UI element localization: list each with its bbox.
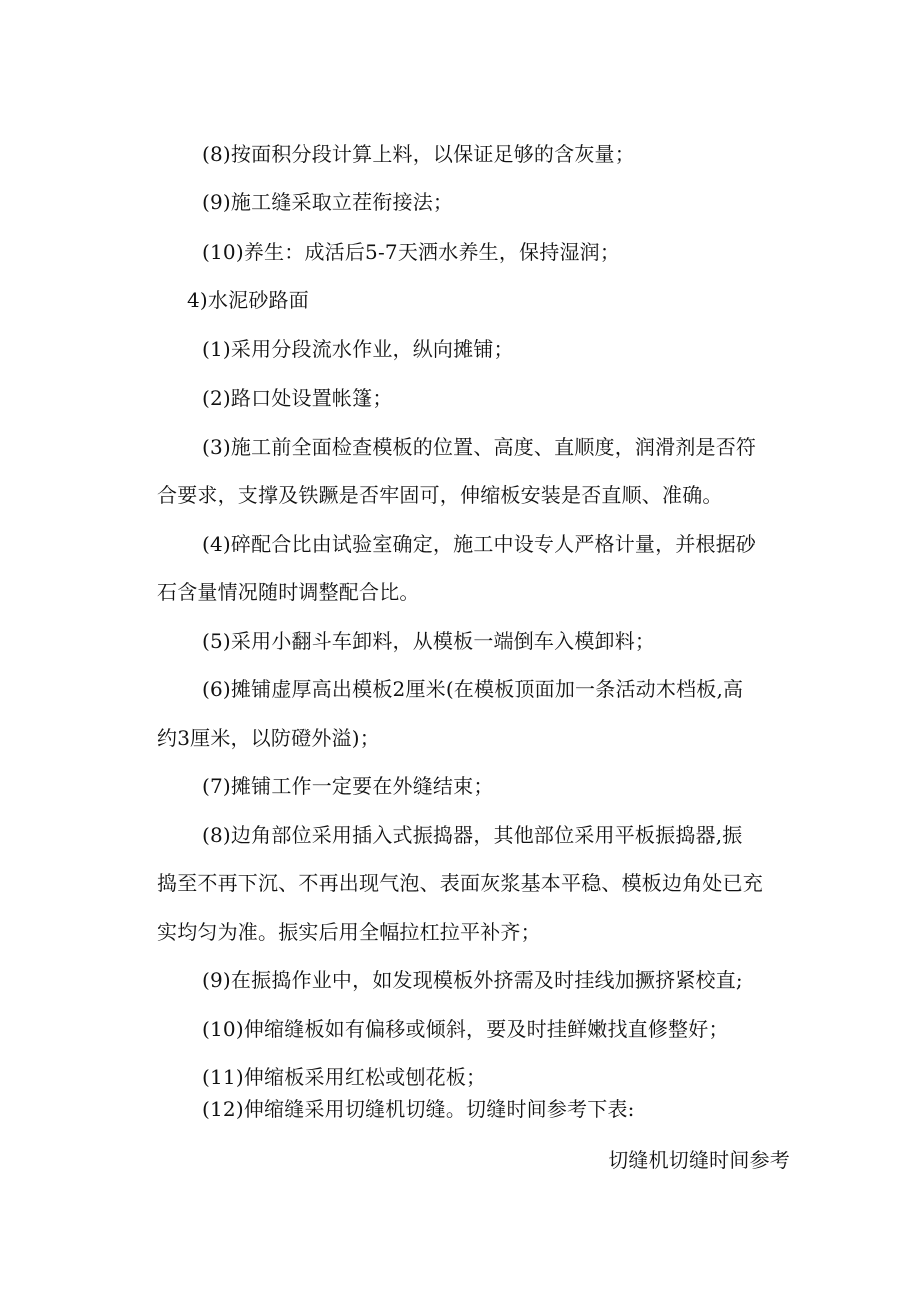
paragraph-item-8: (8)按面积分段计算上料，以保证足够的含灰量；	[202, 142, 635, 166]
table-caption: 切缝机切缝时间参考	[608, 1148, 790, 1172]
paragraph-item-2: (2)路口处设置帐篷；	[202, 386, 393, 410]
paragraph-item-5: (5)采用小翻斗车卸料，从模板一端倒车入模卸料；	[202, 629, 656, 653]
paragraph-item-1: (1)采用分段流水作业，纵向摊铺；	[202, 337, 514, 361]
paragraph-item-4: (4)碎配合比由试验室确定，施工中设专人严格计量，并根据砂	[202, 532, 757, 556]
paragraph-item-12: (12)伸缩缝采用切缝机切缝。切缝时间参考下表:	[202, 1097, 635, 1121]
paragraph-item-7: (7)摊铺工作一定要在外缝结束；	[202, 774, 494, 798]
paragraph-item-3: (3)施工前全面检查模板的位置、高度、直顺度，润滑剂是否符	[202, 435, 757, 459]
paragraph-item-10: (10)养生：成活后5-7天洒水养生，保持湿润；	[202, 240, 621, 264]
paragraph-item-10b: (10)伸缩缝板如有偏移或倾斜，要及时挂鲜嫩找直修整好；	[202, 1017, 729, 1041]
paragraph-item-11: (11)伸缩板采用红松或刨花板；	[202, 1065, 487, 1089]
paragraph-item-4-cont: 石含量情况随时调整配合比。	[157, 580, 420, 604]
paragraph-item-8b-cont-1: 捣至不再下沉、不再出现气泡、表面灰浆基本平稳、模板边角处已充	[157, 871, 763, 895]
paragraph-item-6: (6)摊铺虚厚高出模板2厘米(在模板顶面加一条活动木档板,高	[202, 677, 744, 701]
paragraph-item-8b: (8)边角部位采用插入式振捣器，其他部位采用平板振捣器,振	[202, 823, 743, 847]
paragraph-item-9: (9)施工缝采取立茬衔接法；	[202, 190, 454, 214]
paragraph-item-8b-cont-2: 实均匀为准。振实后用全幅拉杠拉平补齐；	[157, 920, 541, 944]
paragraph-item-9b: (9)在振捣作业中，如发现模板外挤需及时挂线加撅挤紧校直;	[202, 968, 743, 992]
paragraph-item-6-cont: 约3厘米，以防磴外溢)；	[157, 726, 380, 750]
section-heading-cement-road: 4)水泥砂路面	[187, 288, 309, 312]
paragraph-item-3-cont: 合要求，支撑及铁蹶是否牢固可，伸缩板安装是否直顺、准确。	[157, 483, 723, 507]
